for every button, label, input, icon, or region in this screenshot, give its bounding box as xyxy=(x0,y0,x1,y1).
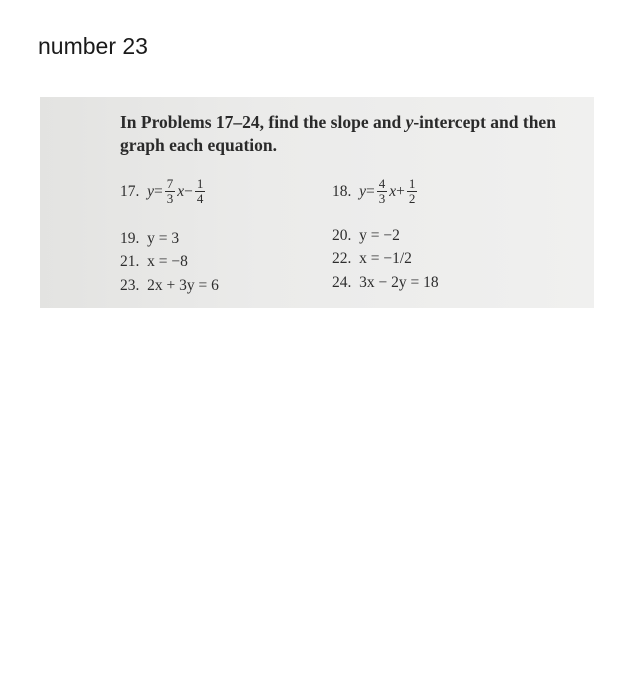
problem-20 xyxy=(332,227,400,245)
problem-17 xyxy=(120,177,207,206)
denominator: 3 xyxy=(378,191,386,206)
problem-heading xyxy=(120,111,580,157)
problem-equation: 3x − 2y = 18 xyxy=(359,274,439,291)
fraction-1 xyxy=(165,177,176,206)
post-caption: number 23 xyxy=(38,33,148,59)
denominator: 2 xyxy=(408,191,416,206)
denominator: 3 xyxy=(166,191,174,206)
problem-number: 18. xyxy=(332,182,352,200)
problem-number: 24. xyxy=(332,274,352,291)
eq-lhs: y xyxy=(147,182,155,200)
numerator: 4 xyxy=(378,176,386,191)
problem-number: 22. xyxy=(332,250,352,267)
eq-var: x xyxy=(389,182,397,200)
problem-equation: x = −1/2 xyxy=(359,250,412,267)
eq-lhs: y xyxy=(359,182,367,200)
heading-italic-y: y xyxy=(405,112,414,132)
numerator: 7 xyxy=(166,176,174,191)
problem-number: 21. xyxy=(120,253,140,270)
problem-equation: y = −2 xyxy=(359,227,400,244)
eq-op: + xyxy=(396,182,405,200)
problem-19 xyxy=(120,230,179,248)
textbook-photo xyxy=(40,97,594,308)
fraction-2 xyxy=(195,177,206,206)
eq-var: x xyxy=(177,182,185,200)
problem-21 xyxy=(120,253,188,271)
heading-part1: In Problems 17–24, find the slope and xyxy=(120,112,406,132)
numerator: 1 xyxy=(408,176,416,191)
problem-number: 20. xyxy=(332,227,352,244)
problem-equation: x = −8 xyxy=(147,253,188,270)
eq-op: − xyxy=(184,182,193,200)
numerator: 1 xyxy=(196,176,204,191)
problem-number: 23. xyxy=(120,277,140,294)
denominator: 4 xyxy=(196,191,204,206)
fraction-1 xyxy=(377,177,388,206)
eq-sign: = xyxy=(366,182,375,200)
problem-number: 19. xyxy=(120,230,140,247)
problem-number: 17. xyxy=(120,182,140,200)
problem-23 xyxy=(120,277,219,295)
problem-24 xyxy=(332,274,439,292)
problem-equation: 2x + 3y = 6 xyxy=(147,277,219,294)
problem-18 xyxy=(332,177,419,206)
problem-22 xyxy=(332,250,412,268)
eq-sign: = xyxy=(154,182,163,200)
problem-equation: y = 3 xyxy=(147,230,180,247)
fraction-2 xyxy=(407,177,418,206)
heading-part2: -intercept and then graph each equation. xyxy=(120,112,556,155)
